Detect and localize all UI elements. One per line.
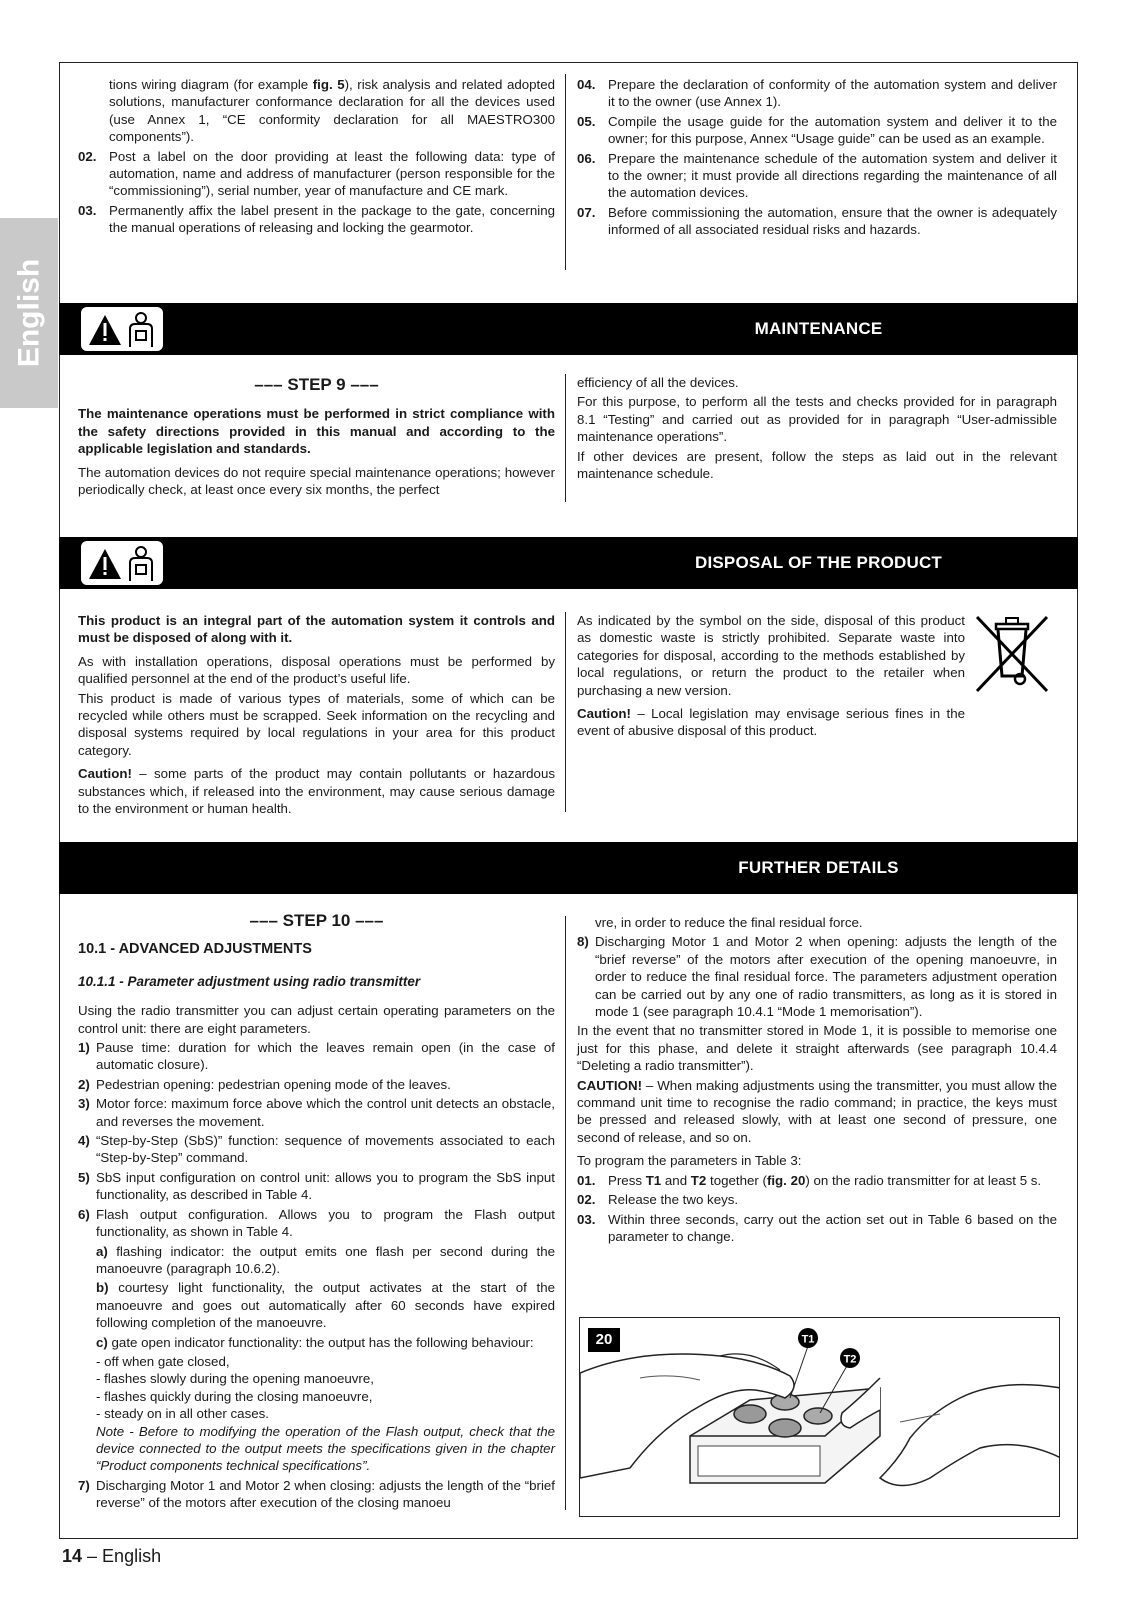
language-label: English xyxy=(12,258,46,368)
step-10-heading: ––– STEP 10 ––– xyxy=(249,911,384,930)
column-divider xyxy=(565,374,566,502)
dash-item: - steady on in all other cases. xyxy=(96,1406,269,1422)
list-item: 01. Press T1 and T2 together (fig. 20) on the radio transmitter for at least 5 s. xyxy=(577,1172,1042,1188)
t2-callout: T2 xyxy=(843,1353,857,1366)
remote-transmitter-illustration xyxy=(580,1318,1060,1517)
column-divider xyxy=(565,612,566,812)
language-side-tab xyxy=(0,218,58,408)
option-b: b) courtesy light functionality, the output activates at the start of the manoeuvre and goes out automatically after 60 seconds have expired following completion of the manoeuvre. xyxy=(96,1280,555,1331)
further-details-header xyxy=(59,842,1078,894)
column-divider xyxy=(565,74,566,270)
section-10-1-heading: 10.1 - ADVANCED ADJUSTMENTS xyxy=(78,941,312,958)
maintenance-right-p2: For this purpose, to perform all the tests and checks provided for in paragraph 8.1 “Testing” and carried out as provided for in paragraph “User-admissible maintenance operations”. xyxy=(577,394,1057,445)
list-item: 2) Pedestrian opening: pedestrian opening mode of the leaves. xyxy=(78,1076,451,1092)
dash-item: - off when gate closed, xyxy=(96,1353,230,1369)
disposal-right-caution: Caution! – Local legislation may envisage serious fines in the event of abusive disposal of this product. xyxy=(577,706,965,739)
dash-item: - flashes slowly during the opening manoeuvre, xyxy=(96,1371,374,1387)
no-transmitter-paragraph: In the event that no transmitter stored in Mode 1, it is possible to memorise one just for this phase, and delete it straight afterwards (see paragraph 10.4.4 “Deleting a radio transmitter”). xyxy=(577,1023,1057,1074)
list-item-7: 7) Discharging Motor 1 and Motor 2 when closing: adjusts the length of the “brief reverse” of the motors after execution of the closing manoeu xyxy=(78,1477,555,1511)
maintenance-left-column xyxy=(78,370,555,500)
section-10-1-1-heading: 10.1.1 - Parameter adjustment using radio transmitter xyxy=(78,973,421,989)
list-item: 4) “Step-by-Step (SbS)” function: sequence of movements associated to each “Step-by-Step” command. xyxy=(78,1133,555,1166)
list-item: 1) Pause time: duration for which the leaves remain open (in the case of automatic closure). xyxy=(78,1040,555,1073)
maintenance-right-column xyxy=(577,374,1057,484)
warning-technician-icon xyxy=(81,307,163,351)
intro-left-column xyxy=(78,76,555,239)
list-item: 04. Prepare the declaration of conformity of the automation system and deliver it to the owner (use Annex 1). xyxy=(577,77,1057,110)
disposal-right-column xyxy=(577,612,965,742)
crossed-bin-icon xyxy=(972,612,1052,700)
list-item: 03. Permanently affix the label present in the package to the gate, concerning the manual operations of releasing and locking the gearmotor. xyxy=(78,202,555,236)
intro-continuation: tions wiring diagram (for example fig. 5), risk analysis and related adopted solutions, manufacturer conformance declaration for all the devices used (use Annex 1, “CE conformity declaration for all MAESTRO300 components”). xyxy=(109,77,556,145)
disposal-left-column xyxy=(78,612,555,819)
further-left-column xyxy=(78,910,555,1514)
option-c: c) gate open indicator functionality: the output has the following behaviour: xyxy=(96,1334,534,1350)
list-item: 07. Before commissioning the automation, ensure that the owner is adequately informed of all associated residual risks and hazards. xyxy=(577,204,1057,238)
maintenance-right-p3: If other devices are present, follow the steps as laid out in the relevant maintenance schedule. xyxy=(577,448,1057,482)
list-item: 5) SbS input configuration on control unit: allows you to program the SbS input functionality, as described in Table 4. xyxy=(78,1169,555,1203)
maintenance-bold-paragraph: The maintenance operations must be performed in strict compliance with the safety directions provided in this manual and according to the applicable legislation and standards. xyxy=(78,406,555,457)
disposal-header xyxy=(59,537,1078,589)
list-item: 03. Within three seconds, carry out the action set out in Table 6 based on the parameter to change. xyxy=(577,1211,1057,1244)
program-intro: To program the parameters in Table 3: xyxy=(577,1153,802,1169)
further-details-title: FURTHER DETAILS xyxy=(738,858,899,877)
maintenance-paragraph: The automation devices do not require special maintenance operations; however periodically check, at least once every six months, the perfect xyxy=(78,464,555,498)
column-divider xyxy=(565,916,566,1510)
list-item: 05. Compile the usage guide for the automation system and deliver it to the owner; for this purpose, Annex “Usage guide” can be used as an example. xyxy=(577,113,1057,147)
further-intro: Using the radio transmitter you can adjust certain operating parameters on the control unit: there are eight parameters. xyxy=(78,1003,555,1036)
list-item: 02. Post a label on the door providing at least the following data: type of automation, name and address of manufacturer (person responsible for the “commissioning”), serial number, year of manufacture and CE mark. xyxy=(78,148,555,199)
t1-callout: T1 xyxy=(801,1333,815,1346)
disposal-bold-paragraph: This product is an integral part of the automation system it controls and must be disposed of along with it. xyxy=(78,613,555,646)
footer-language: English xyxy=(102,1546,162,1566)
further-right-column xyxy=(577,914,1057,1247)
figure-number: 20 xyxy=(588,1328,620,1352)
maintenance-title: MAINTENANCE xyxy=(754,319,883,338)
intro-right-column xyxy=(577,76,1057,241)
figure-20 xyxy=(579,1317,1060,1517)
dash-item: - flashes quickly during the closing manoeuvre, xyxy=(96,1388,373,1404)
maintenance-header xyxy=(59,303,1078,355)
disposal-caution: Caution! – some parts of the product may contain pollutants or hazardous substances which, if released into the environment, may cause serious damage to the environment or human health. xyxy=(78,766,555,817)
further-caution: CAUTION! – When making adjustments using the transmitter, you must allow the command unit time to recognise the radio command; in practice, the keys must be pressed and released slowly, with at least one second of pressure, one second of release, and so on. xyxy=(577,1077,1057,1145)
step-9-heading: ––– STEP 9 ––– xyxy=(254,375,379,394)
disposal-right-paragraph: As indicated by the symbol on the side, disposal of this product as domestic waste is strictly prohibited. Separate waste into categories for disposal, according to the methods established by local regulations, or return the product to the retailer when purchasing a new version. xyxy=(577,613,965,698)
page-number: 14 xyxy=(62,1546,83,1566)
list-item: 02. Release the two keys. xyxy=(577,1192,739,1208)
warning-technician-icon xyxy=(81,541,163,585)
maintenance-right-p1: efficiency of all the devices. xyxy=(577,375,739,390)
page-footer: 14 – English xyxy=(62,1546,162,1566)
list-item: 6) Flash output configuration. Allows you to program the Flash output functionality, as shown in Table 4. xyxy=(78,1206,555,1240)
option-a: a) flashing indicator: the output emits one flash per second during the manoeuvre (paragraph 10.6.2). xyxy=(96,1243,555,1276)
list-item: 06. Prepare the maintenance schedule of the automation system and deliver it to the owner; it must provide all directions regarding the maintenance of all the automation devices. xyxy=(577,150,1057,201)
item-7-continuation: vre, in order to reduce the final residual force. xyxy=(595,915,863,930)
disposal-paragraph-2: This product is made of various types of materials, some of which can be recycled while others must be scrapped. Seek information on the recycling and disposal systems required by local regulations in your area for this product category. xyxy=(78,690,555,758)
flash-output-note: Note - Before to modifying the operation of the Flash output, check that the device connected to the output meets the specifications given in the chapter “Product components technical specifications”. xyxy=(96,1423,555,1474)
list-item: 3) Motor force: maximum force above which the control unit detects an obstacle, and reverses the movement. xyxy=(78,1096,555,1129)
list-item-8: 8) Discharging Motor 1 and Motor 2 when opening: adjusts the length of the “brief reverse” of the motors after execution of the opening manoeuvre, in order to reduce the final residual force. The parameters adjustment operation can be carried out by any one of radio transmitters, as long as it is stored in mode 1 (see paragraph 10.4.1 “Mode 1 memorisation”). xyxy=(577,934,1057,1020)
disposal-paragraph-1: As with installation operations, disposal operations must be performed by qualified personnel at the end of the product’s useful life. xyxy=(78,653,555,687)
disposal-title: DISPOSAL OF THE PRODUCT xyxy=(694,553,943,572)
